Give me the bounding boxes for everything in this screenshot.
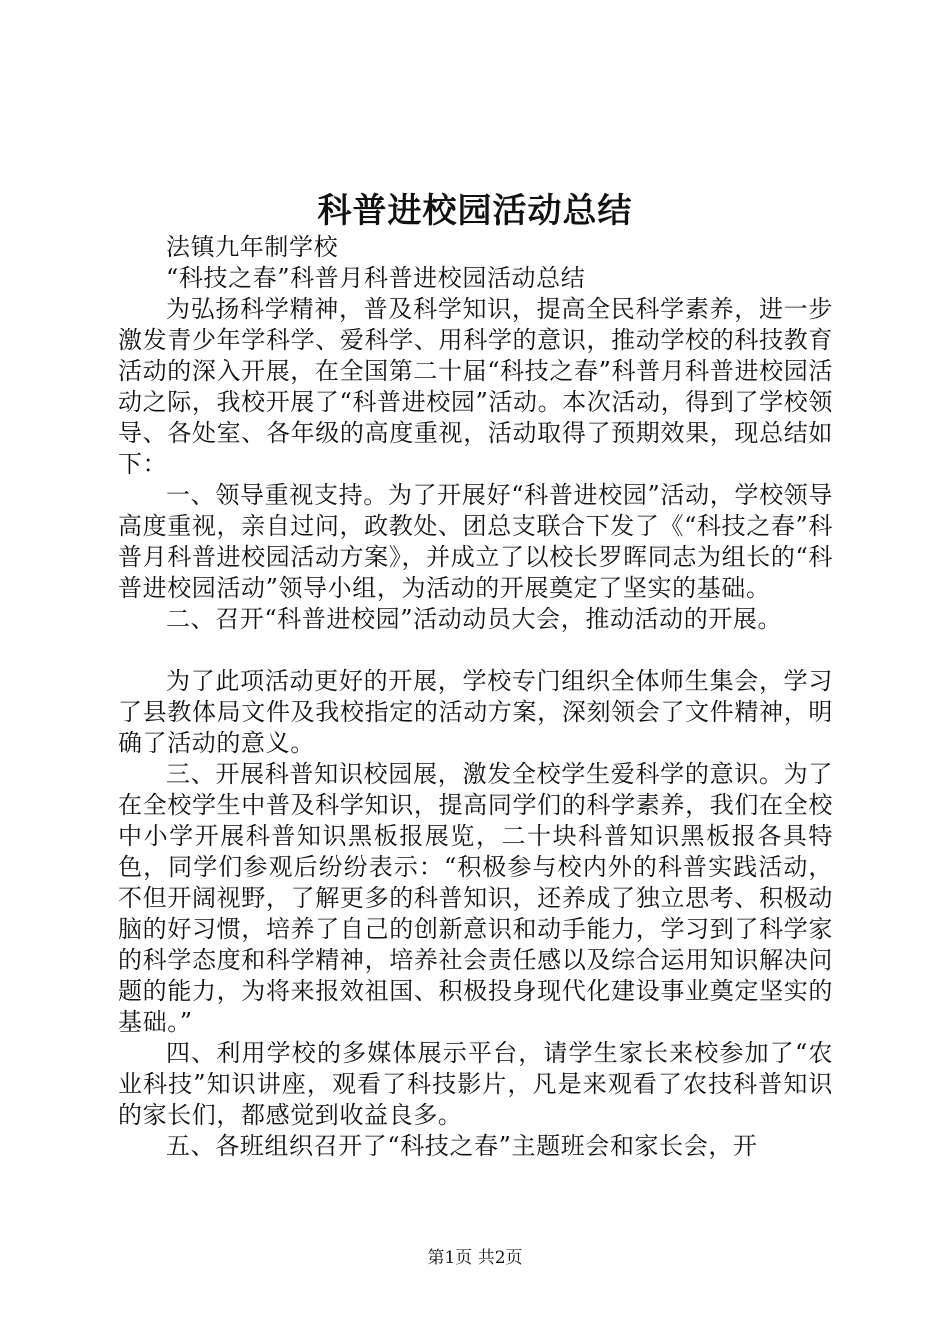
page-footer: 第1页 共2页 xyxy=(427,1248,523,1268)
paragraph-section-4: 四、利用学校的多媒体展示平台，请学生家长来校参加了“农业科技”知识讲座，观看了科技影片，凡是来观看了农技科普知识的家长们，都感觉到收益良多。 xyxy=(118,1039,833,1129)
paragraph-section-2-body: 为了此项活动更好的开展，学校专门组织全体师生集会，学习了县教体局文件及我校指定的活动方案，深刻领会了文件精神，明确了活动的意义。 xyxy=(118,667,833,757)
school-name: 法镇九年制学校 xyxy=(166,233,339,261)
document-body xyxy=(118,232,833,1162)
paragraph-intro: 为弘扬科学精神，普及科学知识，提高全民科学素养，进一步激发青少年学科学、爱科学、用科学的意识，推动学校的科技教育活动的深入开展，在全国第二十届“科技之春”科普月科普进校园活动之际，我校开展了“科普进校园”活动。本次活动，得到了学校领导、各处室、各年级的高度重视，活动取得了预期效果，现总结如下： xyxy=(118,295,833,478)
paragraph-section-3: 三、开展科普知识校园展，激发全校学生爱科学的意识。为了在全校学生中普及科学知识，提高同学们的科学素养，我们在全校中小学开展科普知识黑板报展览，二十块科普知识黑板报各具特色，同学们参观后纷纷表示：“积极参与校内外的科普实践活动，不但开阔视野，了解更多的科普知识，还养成了独立思考、积极动脑的好习惯，培养了自己的创新意识和动手能力，学习到了科学家的科学态度和科学精神，培养社会责任感以及综合运用知识解决问题的能力，为将来报效祖国、积极投身现代化建设事业奠定坚实的基础。” xyxy=(118,760,833,1036)
paragraph-section-5: 五、各班组织召开了“科技之春”主题班会和家长会，开 xyxy=(166,1132,758,1160)
document-title: 科普进校园活动总结 xyxy=(317,191,633,231)
paragraph-section-2-heading: 二、召开“科普进校园”活动动员大会，推动活动的开展。 xyxy=(166,605,783,633)
paragraph-section-1: 一、领导重视支持。为了开展好“科普进校园”活动，学校领导高度重视，亲自过问，政教处、团总支联合下发了《“科技之春”科普月科普进校园活动方案》，并成立了以校长罗晖同志为组长的“科普进校园活动”领导小组，为活动的开展奠定了坚实的基础。 xyxy=(118,481,833,602)
subtitle: “科技之春”科普月科普进校园活动总结 xyxy=(166,264,586,292)
